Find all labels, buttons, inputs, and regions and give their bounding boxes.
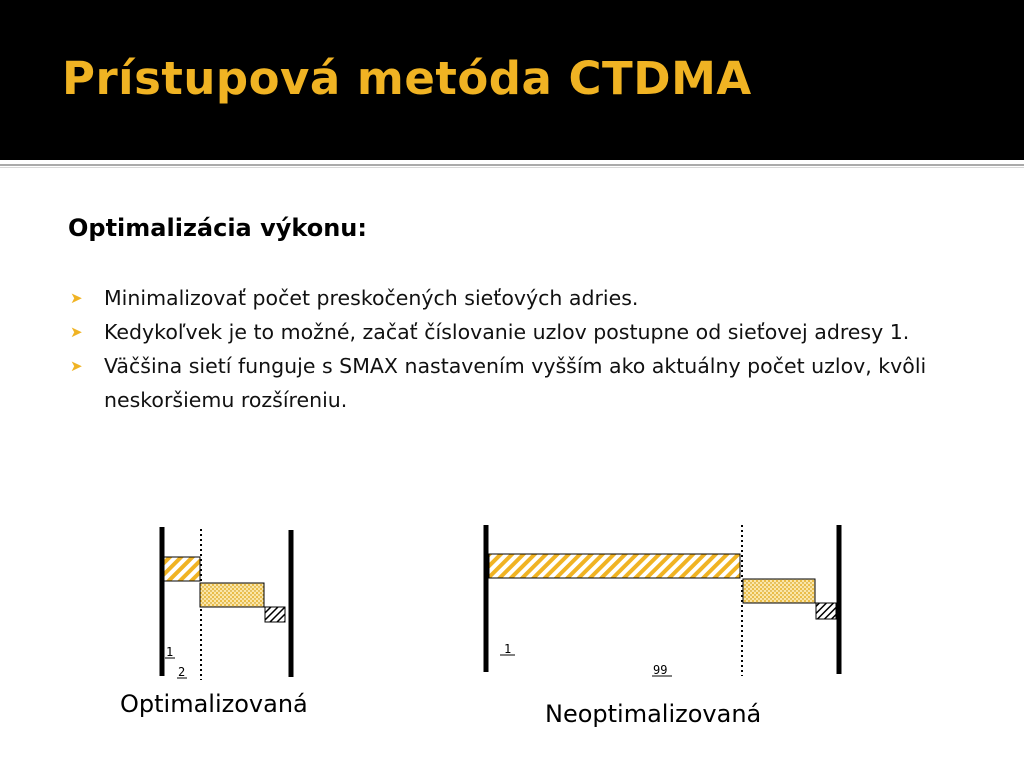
node-label-99: 99 xyxy=(653,663,668,677)
node-1-slot xyxy=(489,554,740,578)
bullet-text: Kedykoľvek je to možné, začať číslovanie uzlov postupne od sieťovej adresy 1. xyxy=(104,320,910,344)
bullet-text: Minimalizovať počet preskočených sieťových adries. xyxy=(104,286,639,310)
caption-optimized: Optimalizovaná xyxy=(120,690,308,718)
unoptimized-diagram xyxy=(486,525,839,677)
subheading: Optimalizácia výkonu: xyxy=(68,214,367,242)
trailing-slot xyxy=(265,607,285,622)
bullet-text: Väčšina sietí funguje s SMAX nastavením vyšším ako aktuálny počet uzlov, kvôli neskoršiemu rozšíreniu. xyxy=(104,354,927,412)
arrow-bullet-icon: ➤ xyxy=(70,289,83,307)
optimized-diagram xyxy=(162,527,291,680)
node-label-2: 2 xyxy=(178,665,186,679)
node-99-slot xyxy=(743,579,815,603)
node-1-slot xyxy=(164,557,200,581)
node-2-slot xyxy=(200,583,264,607)
arrow-bullet-icon: ➤ xyxy=(70,357,83,375)
arrow-bullet-icon: ➤ xyxy=(70,323,83,341)
caption-unoptimized: Neoptimalizovaná xyxy=(545,700,762,728)
node-label-1: 1 xyxy=(504,642,512,656)
slide-title: Prístupová metóda CTDMA xyxy=(62,52,752,105)
trailing-slot xyxy=(816,603,836,619)
node-label-1: 1 xyxy=(166,645,174,659)
